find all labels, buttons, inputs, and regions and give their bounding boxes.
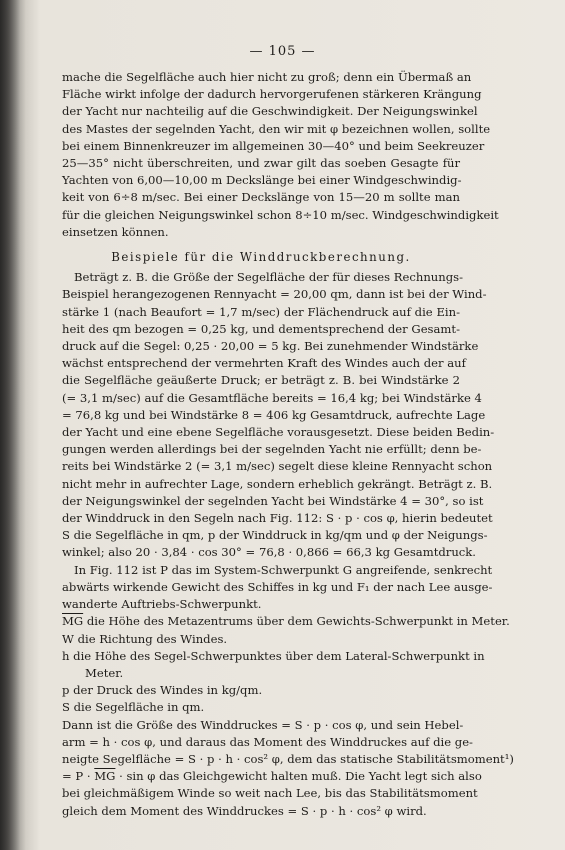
definition-s: S die Segelfläche in qm.: [62, 700, 205, 715]
text-line: Beispiel herangezogenen Rennyacht = 20,00 qm, dann ist bei der Wind-: [62, 287, 487, 302]
binding-shadow: [0, 0, 26, 850]
paragraph-example: [62, 269, 495, 561]
text-line: keit von 6÷8 m/sec. Bei einer Deckslänge von 15—20 m sollte man: [62, 190, 460, 205]
text-line: = 76,8 kg und bei Windstärke 8 = 406 kg Gesamtdruck, aufrechte Lage: [62, 407, 486, 422]
text-line: arm = h · cos φ, und daraus das Moment des Winddruckes auf die ge-: [62, 734, 473, 749]
text-line: Fläche wirkt infolge der dadurch hervorgerufenen stärkeren Krängung: [62, 87, 482, 102]
paragraph-figure: [62, 562, 493, 614]
text-line: nicht mehr in aufrechter Lage, sondern erheblich gekrängt. Beträgt z. B.: [62, 476, 493, 491]
definition-mg: [62, 613, 510, 630]
text-line: wanderte Auftriebs-Schwerpunkt.: [62, 597, 262, 612]
text-line: winkel; also 20 · 3,84 · cos 30° = 76,8 · 0,866 = 66,3 kg Gesamtdruck.: [62, 545, 476, 560]
definition-mg-text: die Höhe des Metazentrums über dem Gewichts-Schwerpunkt in Meter.: [83, 614, 510, 629]
text-fragment: = P ·: [62, 769, 95, 784]
text-line: gungen werden allerdings bei der segelnden Yacht nie erfüllt; denn be-: [62, 442, 482, 457]
text-line: wächst entsprechend der vermehrten Kraft des Windes auch der auf: [62, 356, 466, 371]
section-heading: Beispiele für die Winddruckberechnung.: [111, 250, 411, 265]
text-fragment: · sin φ das Gleichgewicht halten muß. Die Yacht legt sich also: [115, 769, 482, 784]
text-line: für die gleichen Neigungswinkel schon 8÷10 m/sec. Windgeschwindigkeit: [62, 207, 499, 222]
text-line: bei einem Binnenkreuzer im allgemeinen 30—40° und beim Seekreuzer: [62, 138, 485, 153]
text-line: der Winddruck in den Segeln nach Fig. 112: S · p · cos φ, hierin bedeutet: [62, 511, 493, 526]
text-line: der Neigungswinkel der segelnden Yacht bei Windstärke 4 = 30°, so ist: [62, 493, 484, 508]
paragraph-moment: [62, 717, 514, 820]
text-line: neigte Segelfläche = S · p · h · cos² φ, dem das statische Stabilitätsmoment¹): [62, 751, 514, 766]
text-line: [62, 768, 482, 785]
text-line: 25—35° nicht überschreiten, und zwar gilt das soeben Gesagte für: [62, 156, 460, 171]
text-line: Dann ist die Größe des Winddruckes = S · p · cos φ, und sein Hebel-: [62, 717, 464, 732]
definition-w: W die Richtung des Windes.: [62, 631, 228, 646]
text-line: des Mastes der segelnden Yacht, den wir mit φ bezeichnen wollen, sollte: [62, 121, 491, 136]
text-line: der Yacht und eine ebene Segelfläche vorausgesetzt. Diese beiden Bedin-: [62, 425, 495, 440]
body-text: [62, 69, 514, 820]
text-line: abwärts wirkende Gewicht des Schiffes in kg und F₁ der nach Lee ausge-: [62, 579, 493, 594]
text-line: (= 3,1 m/sec) auf die Gesamtfläche bereits = 16,4 kg; bei Windstärke 4: [62, 390, 482, 405]
text-line: heit des qm bezogen = 0,25 kg, und dementsprechend der Gesamt-: [62, 321, 460, 336]
page-number: — 105 —: [249, 44, 316, 59]
text-line: die Segelfläche geäußerte Druck; er beträgt z. B. bei Windstärke 2: [62, 373, 460, 388]
text-line: stärke 1 (nach Beaufort = 1,7 m/sec) der Flächendruck auf die Ein-: [62, 304, 460, 319]
definitions-list: [62, 613, 510, 716]
paragraph-intro: [62, 69, 499, 241]
text-line: Yachten von 6,00—10,00 m Deckslänge bei einer Windgeschwindig-: [62, 173, 462, 188]
text-line: bei gleichmäßigem Winde so weit nach Lee, bis das Stabilitätsmoment: [62, 786, 478, 801]
text-line: der Yacht nur nachteilig auf die Geschwindigkeit. Der Neigungswinkel: [62, 104, 478, 119]
text-line: gleich dem Moment des Winddruckes = S · p · h · cos² φ wird.: [62, 803, 427, 818]
text-line: reits bei Windstärke 2 (= 3,1 m/sec) segelt diese kleine Rennyacht schon: [62, 459, 493, 474]
text-line: Beträgt z. B. die Größe der Segelfläche der für dieses Rechnungs-: [74, 270, 464, 285]
text-line: S die Segelfläche in qm, p der Winddruck in kg/qm und φ der Neigungs-: [62, 528, 488, 543]
text-line: einsetzen können.: [62, 224, 169, 239]
text-line: druck auf die Segel: 0,25 · 20,00 = 5 kg. Bei zunehmender Windstärke: [62, 339, 479, 354]
definition-h: h die Höhe des Segel-Schwerpunktes über dem Lateral-Schwerpunkt in: [62, 648, 485, 663]
text-line: mache die Segelfläche auch hier nicht zu groß; denn ein Übermaß an: [62, 70, 472, 84]
mg-symbol: $\overline{MG}$: [94, 769, 116, 784]
mg-symbol: $\overline{MG}$: [62, 614, 84, 629]
definition-p: p der Druck des Windes in kg/qm.: [62, 683, 263, 698]
text-line: In Fig. 112 ist P das im System-Schwerpunkt G angreifende, senkrecht: [74, 562, 493, 577]
definition-h-cont: Meter.: [85, 665, 124, 680]
